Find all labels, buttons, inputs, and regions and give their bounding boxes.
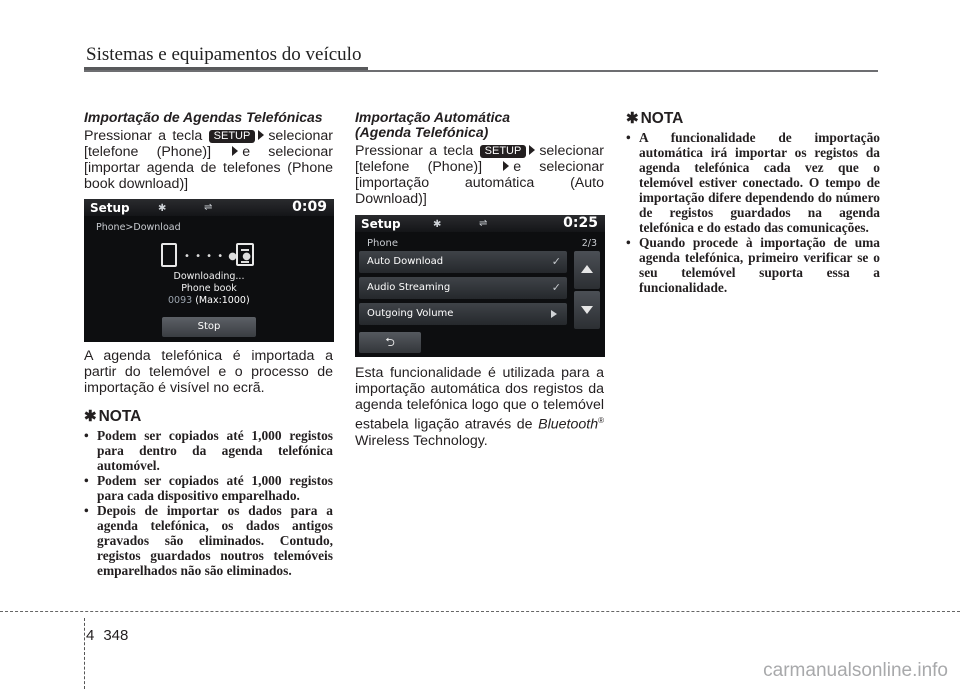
menu-item-audio-streaming[interactable] bbox=[359, 277, 567, 299]
usb-icon: ⇌ bbox=[204, 202, 213, 213]
screen-breadcrumb: Phone>Download bbox=[96, 222, 181, 233]
nota-item: • Depois de importar os dados para a agenda telefónica, os dados antigos gravados são eliminados. Contudo, registos guardados noutros telemóveis emparelhados não são eliminados. bbox=[84, 503, 333, 578]
instruction-text: Pressionar a tecla bbox=[84, 128, 203, 144]
nota-item: • Podem ser copiados até 1,000 registos para dentro da agenda telefónica automóvel. bbox=[84, 428, 333, 473]
nota-item: • Podem ser copiados até 1,000 registos para cada dispositivo emparelhado. bbox=[84, 473, 333, 503]
menu-item-label: Audio Streaming bbox=[367, 282, 451, 293]
transfer-progress-dots: • • • • ● ● bbox=[184, 251, 252, 262]
page-number-value: 348 bbox=[103, 627, 129, 644]
footer-vertical-divider bbox=[84, 618, 85, 689]
instruction-paragraph bbox=[355, 143, 604, 207]
download-count-value: 0093 bbox=[168, 295, 193, 306]
bluetooth-icon: ✱ bbox=[158, 203, 167, 214]
downloading-label: Downloading... bbox=[173, 271, 245, 282]
arrow-right-icon bbox=[529, 145, 535, 155]
arrow-right-icon bbox=[503, 161, 509, 171]
bluetooth-word: Bluetooth bbox=[538, 416, 599, 433]
header-rule bbox=[84, 70, 878, 72]
after-screen-text: A agenda telefónica é importada a partir do telemóvel e o processo de importação é visível no ecrã. bbox=[84, 348, 333, 396]
chapter-number: 4 bbox=[86, 627, 95, 644]
section-title-auto-import bbox=[355, 110, 604, 140]
menu-item-auto-download[interactable] bbox=[359, 251, 567, 273]
instruction-text: Pressionar a tecla bbox=[355, 143, 474, 159]
back-button[interactable] bbox=[359, 332, 421, 353]
instruction-paragraph bbox=[84, 128, 333, 192]
footer-divider bbox=[0, 611, 960, 612]
triangle-down-icon bbox=[581, 306, 593, 314]
triangle-up-icon bbox=[581, 265, 593, 273]
column-1 bbox=[84, 110, 333, 578]
section-title-phonebook-import: Importação de Agendas Telefónicas bbox=[84, 109, 323, 125]
screen-title: Setup bbox=[361, 217, 401, 231]
column-2 bbox=[355, 110, 604, 449]
after-screen-text-part: Wireless Technology. bbox=[355, 432, 488, 449]
screen-header-bar bbox=[355, 215, 605, 232]
download-max-value: (Max:1000) bbox=[195, 295, 250, 306]
instruction-text: [telefone (Phone)] bbox=[84, 144, 212, 160]
scroll-up-button[interactable] bbox=[574, 251, 600, 289]
nota-title-text: NOTA bbox=[98, 408, 142, 425]
setup-key-badge: SETUP bbox=[209, 130, 256, 143]
star-cross-icon: ✱ bbox=[626, 110, 639, 127]
usb-icon: ⇌ bbox=[479, 218, 488, 229]
back-arrow-icon: ⮌ bbox=[385, 335, 395, 349]
phonebook-icon bbox=[236, 243, 254, 266]
bluetooth-icon: ✱ bbox=[433, 219, 442, 230]
page-number bbox=[86, 627, 128, 644]
menu-item-outgoing-volume[interactable] bbox=[359, 303, 567, 325]
screen-header-bar bbox=[84, 199, 334, 216]
instruction-text: [telefone (Phone)] bbox=[355, 159, 483, 175]
play-arrow-icon bbox=[551, 310, 557, 318]
column-3 bbox=[626, 110, 880, 295]
section-title-line: (Agenda Telefónica) bbox=[355, 124, 489, 140]
stop-button[interactable]: Stop bbox=[162, 317, 256, 337]
screen-title: Setup bbox=[90, 201, 130, 215]
checkmark-icon: ✓ bbox=[551, 281, 561, 294]
registered-mark: ® bbox=[598, 416, 604, 425]
setup-key-badge: SETUP bbox=[480, 145, 527, 158]
screen-clock: 0:25 bbox=[563, 215, 598, 231]
phonebook-label: Phone book bbox=[181, 283, 237, 294]
menu-item-label: Auto Download bbox=[367, 256, 444, 267]
instruction-text: selecionar bbox=[268, 128, 333, 144]
instruction-text: e selecionar bbox=[513, 159, 604, 175]
arrow-right-icon bbox=[232, 146, 238, 156]
download-screen-image bbox=[84, 199, 334, 342]
scroll-down-button[interactable] bbox=[574, 291, 600, 329]
instruction-text: e selecionar bbox=[242, 144, 333, 160]
after-screen-text bbox=[355, 365, 604, 449]
watermark-text: carmanualsonline.info bbox=[763, 660, 948, 681]
instruction-text: selecionar bbox=[539, 143, 604, 159]
screen-clock: 0:09 bbox=[292, 199, 327, 215]
nota-title bbox=[626, 110, 880, 128]
after-screen-text-part: Esta funcionalidade é utilizada para a importação automática dos registos da agenda telefónica logo que o telemóvel estabela ligação através de bbox=[355, 365, 604, 433]
nota-list bbox=[626, 130, 880, 295]
page-header-title: Sistemas e equipamentos do veículo bbox=[86, 44, 362, 65]
screen-subtitle: Phone bbox=[367, 238, 398, 249]
download-count bbox=[168, 293, 250, 309]
arrow-right-icon bbox=[258, 130, 264, 140]
phone-setup-screen-image bbox=[355, 215, 605, 357]
menu-item-label: Outgoing Volume bbox=[367, 308, 454, 319]
star-cross-icon: ✱ bbox=[84, 408, 97, 425]
instruction-text: [importar agenda de telefones (Phone book download)] bbox=[84, 160, 333, 192]
nota-title-text: NOTA bbox=[640, 110, 684, 127]
nota-item: • Quando procede à importação de uma agenda telefónica, primeiro verificar se o seu telemóvel suporta essa a funcionalidade. bbox=[626, 235, 880, 295]
section-title-line: Importação Automática bbox=[355, 109, 511, 125]
phone-icon bbox=[161, 243, 177, 267]
instruction-text: [importação automática (Auto Download)] bbox=[355, 175, 604, 207]
nota-title bbox=[84, 408, 333, 426]
nota-list bbox=[84, 428, 333, 578]
nota-item: • A funcionalidade de importação automática irá importar os registos da agenda telefónica cada vez que o telemóvel estiver conectado. O tempo de importação difere dependendo do número de registos guardados na agenda telefónica e do estado das comunicações. bbox=[626, 130, 880, 235]
screen-page-indicator: 2/3 bbox=[581, 238, 597, 249]
checkmark-icon: ✓ bbox=[551, 255, 561, 268]
